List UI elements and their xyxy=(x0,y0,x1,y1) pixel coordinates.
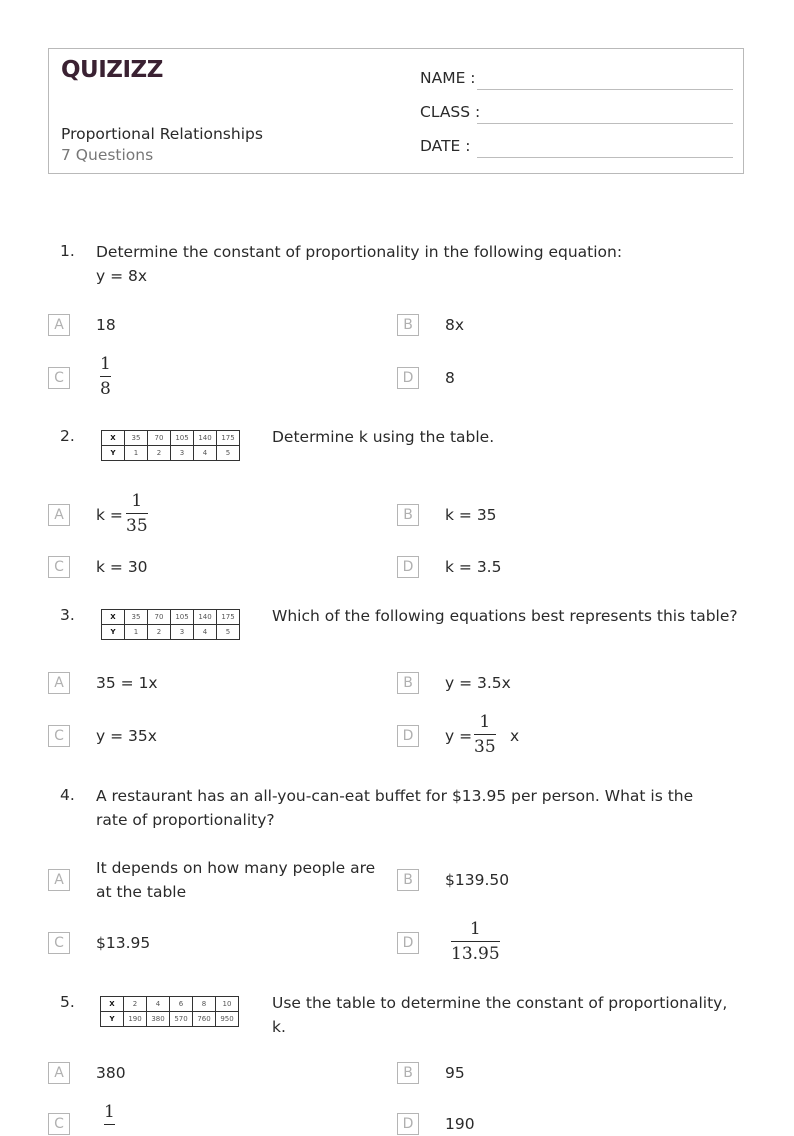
table-cell: 190 xyxy=(124,1012,147,1027)
option-b-box[interactable]: B xyxy=(397,314,419,336)
option-b-box[interactable]: B xyxy=(397,672,419,694)
option-d-fraction xyxy=(451,919,500,964)
question-number: 5. xyxy=(60,993,75,1011)
option-a-text: 18 xyxy=(96,316,116,334)
question-text: Which of the following equations best represents this table? xyxy=(272,607,738,625)
table-cell: 140 xyxy=(194,610,217,625)
option-a-box[interactable]: A xyxy=(48,672,70,694)
table-cell: 140 xyxy=(194,431,217,446)
worksheet-title: Proportional Relationships xyxy=(61,125,263,143)
xy-table xyxy=(101,609,240,640)
question-number: 4. xyxy=(60,786,75,804)
question-text: A restaurant has an all-you-can-eat buffet for $13.95 per person. What is the rate of proportionality? xyxy=(96,787,694,829)
question-text: Use the table to determine the constant of proportionality, k. xyxy=(272,994,728,1036)
class-line[interactable] xyxy=(477,123,733,124)
table-x-label: X xyxy=(102,431,125,446)
option-d-prefix: y = xyxy=(445,727,473,745)
option-d-suffix: x xyxy=(510,727,520,745)
table-cell: 4 xyxy=(147,997,170,1012)
class-label: CLASS : xyxy=(420,103,481,121)
option-d-box[interactable]: D xyxy=(397,1113,419,1135)
table-cell: 70 xyxy=(148,610,171,625)
option-c-box[interactable]: C xyxy=(48,367,70,389)
option-d-box[interactable]: D xyxy=(397,556,419,578)
option-a-fraction xyxy=(126,491,148,536)
question-text: Determine k using the table. xyxy=(272,428,495,446)
table-y-label: Y xyxy=(102,625,125,640)
table-cell: 70 xyxy=(148,431,171,446)
option-a-box[interactable]: A xyxy=(48,869,70,891)
option-b-text: k = 35 xyxy=(445,506,497,524)
option-c-fraction xyxy=(104,1102,115,1127)
table-cell: 380 xyxy=(147,1012,170,1027)
question-number: 3. xyxy=(60,606,75,624)
table-cell: 2 xyxy=(124,997,147,1012)
table-cell: 3 xyxy=(171,625,194,640)
xy-table xyxy=(100,996,239,1027)
table-cell: 10 xyxy=(216,997,239,1012)
option-b-box[interactable]: B xyxy=(397,1062,419,1084)
worksheet-header xyxy=(48,48,744,174)
table-cell: 35 xyxy=(125,431,148,446)
question-number: 2. xyxy=(60,427,75,445)
option-a-text: It depends on how many people are at the table xyxy=(96,859,376,901)
table-cell: 8 xyxy=(193,997,216,1012)
table-cell: 5 xyxy=(217,446,240,461)
option-c-box[interactable]: C xyxy=(48,932,70,954)
table-cell: 35 xyxy=(125,610,148,625)
option-d-text: 8 xyxy=(445,369,455,387)
table-x-label: X xyxy=(101,997,124,1012)
option-b-box[interactable]: B xyxy=(397,869,419,891)
table-cell: 4 xyxy=(194,625,217,640)
table-cell: 2 xyxy=(148,625,171,640)
table-y-label: Y xyxy=(102,446,125,461)
option-d-box[interactable]: D xyxy=(397,367,419,389)
option-a-prefix: k = xyxy=(96,506,123,524)
option-c-box[interactable]: C xyxy=(48,725,70,747)
question-equation: y = 8x xyxy=(96,267,148,285)
option-b-text: 8x xyxy=(445,316,465,334)
table-cell: 3 xyxy=(171,446,194,461)
table-cell: 175 xyxy=(217,431,240,446)
fraction-denominator: 13.95 xyxy=(451,944,500,964)
date-label: DATE : xyxy=(420,137,471,155)
option-d-box[interactable]: D xyxy=(397,932,419,954)
table-cell: 105 xyxy=(171,610,194,625)
table-cell: 1 xyxy=(125,446,148,461)
question-number: 1. xyxy=(60,242,75,260)
fraction-denominator: 8 xyxy=(100,379,111,399)
table-cell: 570 xyxy=(170,1012,193,1027)
option-a-box[interactable]: A xyxy=(48,1062,70,1084)
option-a-box[interactable]: A xyxy=(48,504,70,526)
name-label: NAME : xyxy=(420,69,476,87)
table-cell: 4 xyxy=(194,446,217,461)
option-d-fraction xyxy=(474,712,496,757)
question-text-line: Determine the constant of proportionality in the following equation: xyxy=(96,243,623,261)
option-d-text: k = 3.5 xyxy=(445,558,502,576)
table-x-label: X xyxy=(102,610,125,625)
table-cell: 950 xyxy=(216,1012,239,1027)
question-count: 7 Questions xyxy=(61,146,154,164)
option-b-text: $139.50 xyxy=(445,871,510,889)
fraction-denominator: 35 xyxy=(474,737,496,757)
table-cell: 760 xyxy=(193,1012,216,1027)
fraction-numerator: 1 xyxy=(479,712,491,732)
option-c-box[interactable]: C xyxy=(48,1113,70,1135)
option-a-text: 380 xyxy=(96,1064,126,1082)
option-c-text: $13.95 xyxy=(96,934,151,952)
option-a-text: 35 = 1x xyxy=(96,674,158,692)
fraction-denominator: 35 xyxy=(126,516,148,536)
question-text xyxy=(96,240,736,288)
option-b-text: 95 xyxy=(445,1064,465,1082)
date-line[interactable] xyxy=(477,157,733,158)
table-cell: 2 xyxy=(148,446,171,461)
option-c-box[interactable]: C xyxy=(48,556,70,578)
table-cell: 175 xyxy=(217,610,240,625)
option-a-box[interactable]: A xyxy=(48,314,70,336)
fraction-numerator: 1 xyxy=(469,919,481,939)
fraction-numerator: 1 xyxy=(131,491,143,511)
table-cell: 6 xyxy=(170,997,193,1012)
table-y-label: Y xyxy=(101,1012,124,1027)
table-cell: 5 xyxy=(217,625,240,640)
quizizz-logo: QUIZIZZ xyxy=(61,57,163,83)
option-c-fraction xyxy=(100,354,111,399)
name-line[interactable] xyxy=(477,89,733,90)
table-cell: 1 xyxy=(125,625,148,640)
option-c-text: k = 30 xyxy=(96,558,148,576)
fraction-numerator: 1 xyxy=(100,354,111,374)
option-b-box[interactable]: B xyxy=(397,504,419,526)
option-c-text: y = 35x xyxy=(96,727,157,745)
fraction-numerator: 1 xyxy=(104,1102,115,1122)
xy-table xyxy=(101,430,240,461)
option-d-box[interactable]: D xyxy=(397,725,419,747)
table-cell: 105 xyxy=(171,431,194,446)
option-b-text: y = 3.5x xyxy=(445,674,511,692)
option-d-text: 190 xyxy=(445,1115,475,1133)
